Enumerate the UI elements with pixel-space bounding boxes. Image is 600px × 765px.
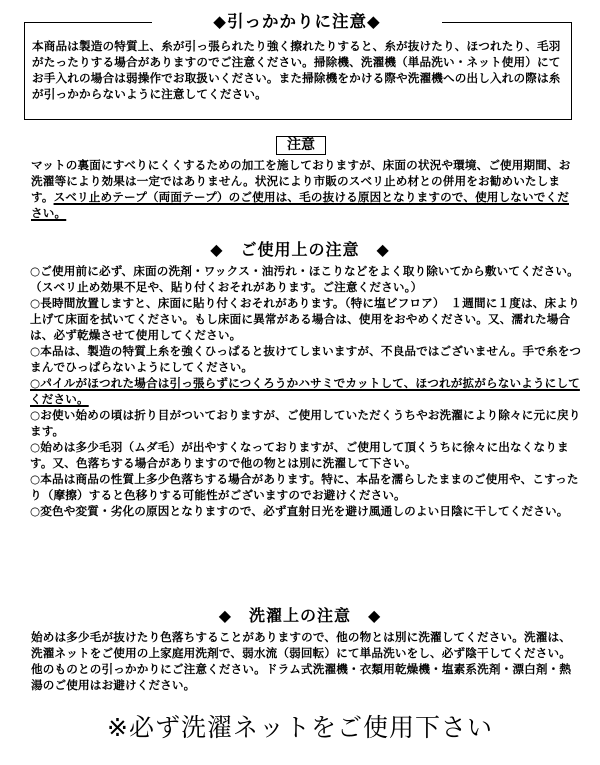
usage-item: ○変色や変質・劣化の原因となりますので、必ず直射日光を避け風通しのよい日陰に干してください。	[30, 504, 569, 518]
usage-item-underlined: ○パイルがほつれた場合は引っ張らずにつくろうかハサミでカットして、ほつれが拡がらないようにしてください。	[30, 376, 580, 406]
usage-item: ○本品は、製造の特質上糸を強くひっぱると抜けてしまいますが、不良品ではございません。手で糸をつまんでひっぱらないようにしてください。	[30, 344, 582, 374]
notice-body-block	[31, 157, 576, 221]
notice-warning: スベリ止めテープ（両面テープ）のご使用は、毛の抜ける原因となりますので、使用しないでください。	[31, 190, 570, 220]
notice-body: マットの裏面にすべりにくくするための加工を施しておりますが、床面の状況や環境、ご使用期間、お洗濯等により効果は一定ではありません。状況により市販のスベリ止め材との併用をお勧めいたします。	[31, 158, 571, 204]
usage-item: ○ご使用前に必ず、床面の洗剤・ワックス・油汚れ・ほこりなどをよく取り除いてから敷いてください。（スベリ止め効果不足や、貼り付くおそれがあります。ご注意ください。）	[30, 264, 579, 294]
footer-net-notice: ※必ず洗濯ネットをご使用下さい	[107, 713, 493, 742]
usage-item: ○本品は商品の性質上多少色落ちする場合があります。特に、本品を濡らしたままのご使用や、こすったり（摩擦）すると色移りする可能性がございますのでお避けください。	[30, 472, 579, 502]
washing-heading: ◆ 洗濯上の注意 ◆	[218, 606, 382, 625]
washing-body: 始めは多少毛が抜けたり色落ちすることがありますので、他の物とは別に洗濯してください。洗濯は、洗濯ネットをご使用の上家庭用洗剤で、弱水流（弱回転）にて単品洗いをし、必ず陰干してください。他のものとの引っかかりにご注意ください。ドラム式洗濯機・衣類用乾燥機・塩素系洗剤・漂白剤・熱湯のご使用はお避けください。	[31, 630, 572, 692]
notice-label: 注意	[276, 136, 326, 155]
usage-heading: ◆ ご使用上の注意 ◆	[210, 240, 390, 259]
usage-item: ○お使い始めの頃は折り目がついておりますが、ご使用していただくうちやお洗濯により除々に元に戻ります。	[30, 408, 581, 438]
snag-notice-title: ◆引っかかりに注意◆	[152, 11, 442, 33]
usage-list	[30, 263, 582, 519]
usage-item: ○長時間放置しますと、床面に貼り付くおそれがあります。（特に塩ビフロア） １週間に１度は、床より上げて床面を拭いてください。もし床面に異常がある場合は、使用をおやめください。又、濡れた場合は、必ず乾燥させて使用してください。	[30, 296, 580, 342]
usage-item: ○始めは多少毛羽（ムダ毛）が出やすくなっておりますが、ご使用して頂くうちに徐々に出なくなります。又、色落ちする場合がありますので他の物とは別に洗濯して下さい。	[30, 440, 569, 470]
snag-notice-body: 本商品は製造の特質上、糸が引っ張られたり強く擦れたりすると、糸が抜けたり、ほつれたり、毛羽がたったりする場合がありますのでご注意ください。掃除機、洗濯機（単品洗い・ネット使用）にてお手入れの場合は弱操作でお取扱いください。また掃除機をかける際や洗濯機への出し入れの際は糸が引っかからないように注意してください。	[32, 39, 561, 101]
